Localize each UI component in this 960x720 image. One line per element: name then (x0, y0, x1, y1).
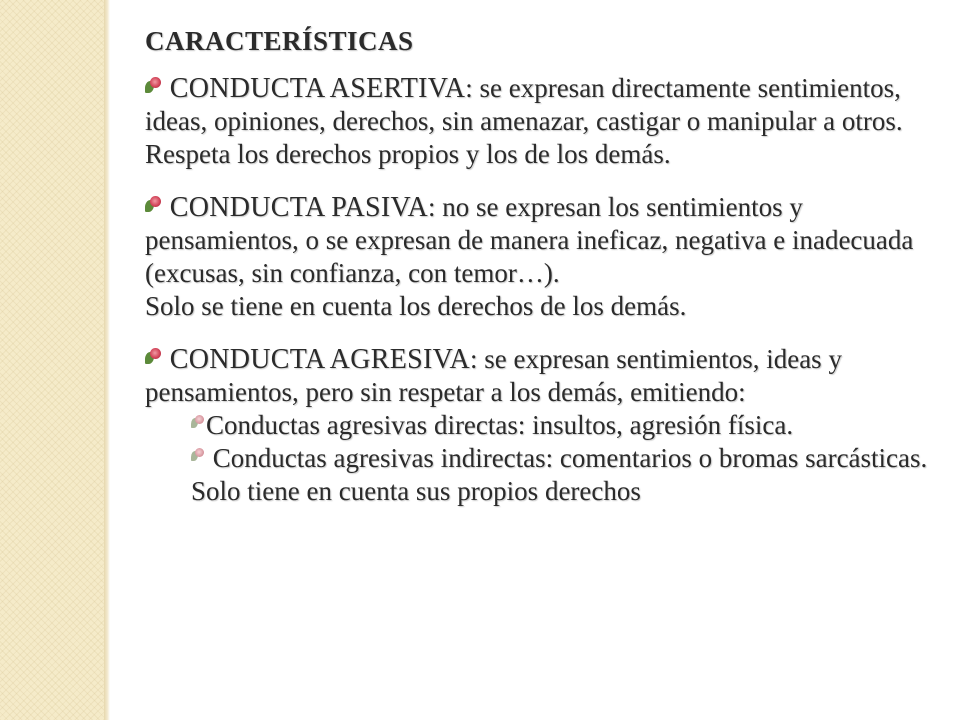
asertiva-text: : se expresan directamente sentimientos, ideas, opiniones, derechos, sin amenazar, castigar o manipular a otros. (145, 73, 903, 136)
pasiva-text: : no se expresan los sentimientos y pensamientos, o se expresan de manera ineficaz, negativa e inadecuada (excusas, sin confianza, con temor…). (145, 192, 914, 288)
rose-bullet-icon (145, 196, 161, 212)
slide-content (145, 24, 945, 508)
pasiva-note: Solo se tiene en cuenta los derechos de los demás. (145, 291, 687, 321)
asertiva-section (145, 72, 945, 171)
rose-bullet-icon (145, 348, 161, 364)
agresiva-subitem-text: Conductas agresivas directas: insultos, agresión física. (206, 410, 794, 440)
agresiva-section (145, 343, 945, 409)
agresiva-subitem (191, 409, 945, 442)
side-strip-edge (104, 0, 110, 720)
rose-bullet-icon (191, 415, 204, 428)
slide-heading: CARACTERÍSTICAS (145, 26, 414, 56)
agresiva-subitem-text: Conductas agresivas indirectas: comentarios o bromas sarcásticas. (206, 443, 928, 473)
asertiva-term: CONDUCTA ASERTIVA (169, 73, 466, 104)
pasiva-section (145, 191, 945, 323)
rose-bullet-icon (145, 77, 161, 93)
asertiva-note: Respeta los derechos propios y los de los demás. (145, 139, 671, 169)
rose-bullet-icon (191, 448, 204, 461)
decorative-side-strip (0, 0, 104, 720)
pasiva-term: CONDUCTA PASIVA (169, 192, 428, 223)
agresiva-note: Solo tiene en cuenta sus propios derechos (191, 476, 641, 506)
agresiva-subitem (191, 442, 945, 508)
agresiva-text: : se expresan sentimientos, ideas y pensamientos, pero sin respetar a los demás, emitiendo: (145, 344, 842, 407)
agresiva-term: CONDUCTA AGRESIVA (169, 344, 471, 375)
